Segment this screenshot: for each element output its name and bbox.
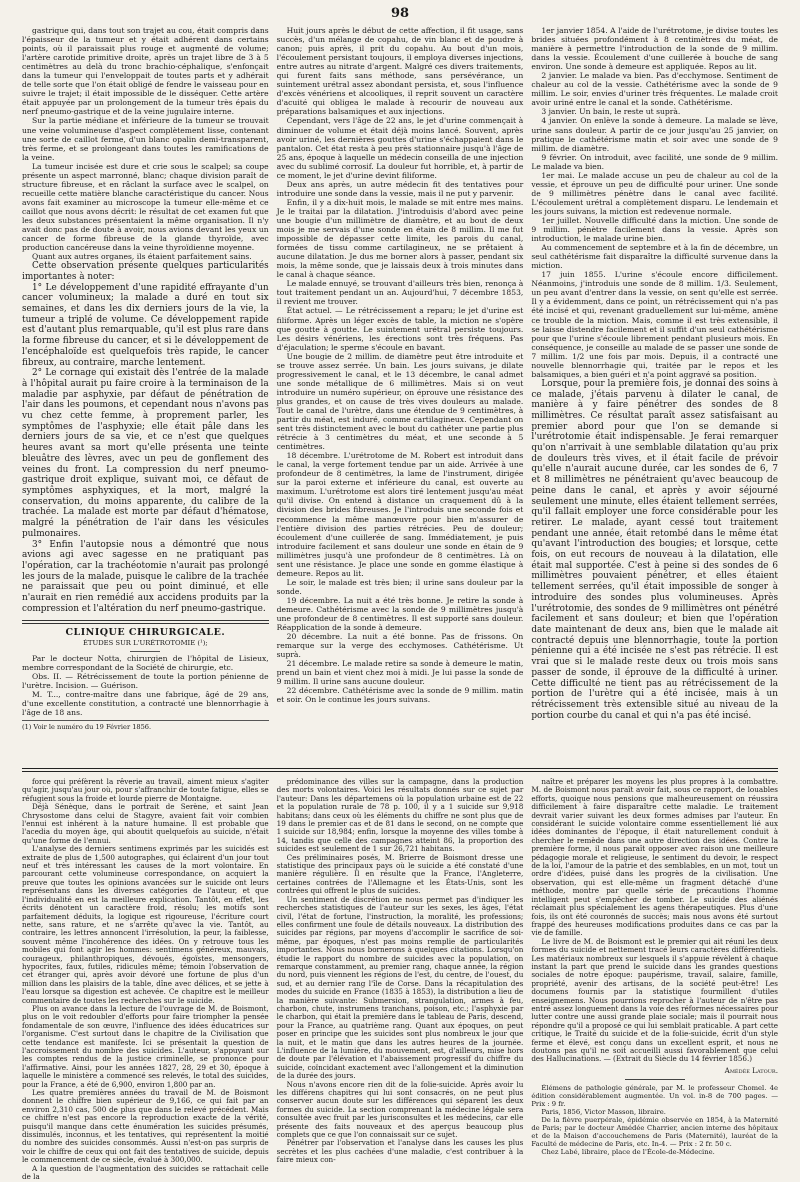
paragraph: 1er mai. Le malade accuse un peu de chaleur au col de la vessie, et éprouve un peu de difficulté pour uriner. Une sonde de 9 millimètres pénètre dans le canal avec facilité. L'écoulement urétral a complètement disparu. Le lendemain et les jours suivans, la miction est redevenue normale. <box>531 170 778 216</box>
paragraph: naître et préparer les moyens les plus propres à la combattre. M. de Boismont nous paraît avoir fait, sous ce rapport, de louables efforts, quoique nous pensions que malheureusement on réussira difficilement à faire disparaître cette maladie. Le traitement devrait varier suivant les deux formes admises par l'auteur. En considérant le suicide volontaire comme essentiellement lié aux idées dominantes de l'époque, il était naturellement conduit à chercher le remède dans une autre direction des idées. Contre la première forme, il nous paraît opposer avec raison une meilleure pédagogie morale et religieuse, le sentiment du devoir, le respect de la loi, l'amour de la patrie et des semblables, en un mot, tout un ordre d'idées, puisé dans les progrès de la civilisation. Une observation, qui est elle-même un fragment détaché d'une méthode, montre par quelle série de précautions l'homme intelligent peut s'empêcher de tomber. Le suicide des aliénés réclamait plus spécialement les agens thérapeutiques. Plus d'une fois, ils ont été couronnés de succès; mais nous avons été surtout frappé des heureuses modifications produites dans ce cas par la vie de famille. <box>531 777 778 938</box>
paragraph: Sur la partie médiane et inférieure de la tumeur se trouvait une veine volumineuse d'aspect complètement lisse, contenant une sorte de caillot ferme, d'un blanc opalin demi-transparent, très ferme, et se prolongeant dans toutes les ramifications de la veine. <box>22 116 269 162</box>
observation-title: Obs. II. — Rétrécissement de toute la portion pénienne de l'urètre. Incision. — Guérison. <box>22 671 269 690</box>
paragraph: Au commencement de septembre et à la fin de décembre, un seul cathétérisme fait disparaître la difficulté survenue dans la miction. <box>531 243 778 271</box>
paragraph: 19 décembre. La nuit a été très bonne. Je retire la sonde à demeure. Cathétérisme avec la sonde de 9 millimètres jusqu'à une profondeur de 8 centimètres. Il est supporté sans douleur. Réapplication de la sonde à demeure. <box>276 595 524 633</box>
paragraph: gastrique qui, dans tout son trajet au cou, était compris dans l'épaisseur de la tumeur et y était adhérent dans certains points, où il paraissait plus rouge et augmenté de volume; l'artère carotide primitive droite, après un trajet libre de 3 à 5 centimètres au delà du tronc brachio-céphalique, s'enfonçait dans la tumeur qui l'enveloppait de toutes parts et y adhérait de telle sorte que l'on était obligé de fendre le vaisseau pour en suivre le trajet; il était impossible de le disséquer. Cette artère était appuyée par un prolongement de la tumeur très épais du nerf pneumo-gastrique et de la veine jugulaire interne. <box>22 26 269 117</box>
page-number: 98 <box>390 6 410 21</box>
paragraph: Pénétrer par l'observation et l'analyse dans les causes les plus secrètes et les plus cachées d'une maladie, c'est contribuer à la faire mieux con- <box>276 1138 524 1165</box>
author-signature: Amédée Latour. <box>724 1065 778 1075</box>
upper-column-3 <box>531 26 778 762</box>
paragraph: La tumeur incisée est dure et crie sous le scalpel; sa coupe présente un aspect marronné, blanc; chaque division paraît de structure fibreuse, et en râclant la surface avec le scalpel, on recueille cette matière blanche caractéristique du cancer. Nous avons fait examiner au microscope la tumeur elle-même et ce caillot que nous avons décrit: le résultat de cet examen fut que les deux substances présentaient la même organisation. Il n'y avait donc pas de doute à avoir, nous avions devant les yeux un cancer de forme fibreuse de la glande thyroïde, avec production cancéreuse dans la veine thyroïdienne moyenne. <box>22 161 269 253</box>
section-title: CLINIQUE CHIRURGICALE. <box>65 627 226 639</box>
paragraph: Le malade ennuyé, se trouvant d'ailleurs très bien, renonça à tout traitement pendant un an. Aujourd'hui, 7 décembre 1853, il revient me trouver. <box>276 279 524 307</box>
paragraph: Une bougie de 2 millim. de diamètre peut être introduite et se trouve assez serrée. Un bain. Les jours suivans, je dilate progressivement le canal, et le 13 décembre, le canal admet une sonde métallique de 6 millimètres. Mais si on veut introduire un numéro supérieur, on éprouve une résistance des plus grandes, et on cause de très vives douleurs au malade. Tout le canal de l'urètre, dans une étendue de 9 centimètres, à partir du méat, est induré, comme cartilagineux. Cependant on sent très distinctement avec le bout du cathéter une partie plus rétrécie à 3 centimètres du méat, et une seconde à 5 centimètres. <box>276 351 524 452</box>
paragraph: Ces préliminaires posés, M. Brierre de Boismont dresse une statistique des principaux pays où le suicide a été constaté d'une manière régulière. Il en résulte que la France, l'Angleterre, certaines contrées de l'Allemagne et les États-Unis, sont les contrées qui offrent le plus de suicides. <box>276 852 524 896</box>
paragraph: 1er janvier 1854. A l'aide de l'urétrotome, je divise toutes les brides situées profondément à 8 centimètres du méat, de manière à permettre l'introduction de la sonde de 9 millim. dans la vessie. Écoulement d'une cuillerée à bouche de sang environ. Une sonde à demeure est appliquée. Repos au lit. <box>531 26 778 72</box>
bibliography-entry: Paris, 1856, Victor Masson, libraire. <box>541 1108 666 1117</box>
paragraph: 9 février. On introduit, avec facilité, une sonde de 9 millim. Le malade va bien. <box>531 152 778 171</box>
upper-column-2 <box>277 26 524 762</box>
lower-column-2 <box>277 778 524 1182</box>
paragraph: L'analyse des derniers sentimens exprimés par les suicidés est extraite de plus de 1,500 autographes, qui éclairent d'un jour tout neuf et très intéressant les causes de la mort volontaire. En parcourant cette volumineuse correspondance, on acquiert la preuve que toutes les opinions avancées sur le suicide ont leurs représentans dans les diverses catégories de l'auteur, et que l'individualité en est la meilleure explication. Tantôt, en effet, les écrits dénotent un caractère froid, résolu; les motifs sont parfaitement déduits, la logique est rigoureuse, l'écriture court nette, sans rature, et ne s'arrête qu'avec la vie. Tantôt, au contraire, les lettres annoncent l'irrésolution, la peur, la faiblesse, souvent même l'incohérence des idées. On y retrouve tous les mobiles qui font agir les hommes: sentimens généreux, mauvais, courageux, philanthropiques, dévoués, égoïstes, mensongers, hypocrites, faux, futiles, ridicules même; témoin l'observation de cet étranger qui, après avoir dévoré une fortune de plus d'un million dans les plaisirs de la table, dîne avec délices, et se jette à l'eau lorsque sa digestion est achevée. Ce chapitre est le meilleur commentaire de toutes les recherches sur le suicide. <box>22 844 269 1005</box>
paragraph: 21 décembre. Le malade retire sa sonde à demeure le matin, prend un bain et vient chez moi à midi. Je lui passe la sonde de 9 millim. Il urine sans aucune douleur. <box>276 659 524 687</box>
paragraph: Le soir, le malade est très bien; il urine sans douleur par la sonde. <box>276 577 524 596</box>
paragraph: Déjà Sénèque, dans le portrait de Serène, et saint Jean Chrysostome dans celui de Stagyre, avaient fait voir combien l'ennui est inhérent à la nature humaine. Il est probable que l'acedia du moyen âge, qui aboutit quelquefois au suicide, n'était qu'une forme de l'ennui. <box>22 802 269 845</box>
byline: Par le docteur Notta, chirurgien de l'hôpital de Lisieux, membre correspondant de la Société de chirurgie, etc. <box>22 653 269 672</box>
lower-section <box>22 777 779 1182</box>
paragraph: 17 juin 1855. L'urine s'écoule encore difficilement. Néanmoins, j'introduis une sonde de 8 millim. 1/3. Seulement, un peu avant d'entrer dans la vessie, on sent qu'elle est serrée. Il y a évidemment, dans ce point, un rétrécissement qui n'a pas été incisé et qui, revenant graduellement sur lui-même, amène ce trouble de la miction. Mais, comme il est très extensible, il se laisse distendre facilement et il suffit d'un seul cathétérisme pour que l'urine s'écoule librement pendant plusieurs mois. En conséquence, je conseille au malade de se passer une sonde de 7 millim. 1/2 une fois par mois. Depuis, il a contracté une nouvelle blennorrhagie qui, traitée par le repos et les balsamiques, a bien guéri et n'a point aggravé sa position. <box>531 270 778 379</box>
paragraph: Lorsque, pour la première fois, je donnai des soins à ce malade, j'étais parvenu à dilater le canal, de manière à y faire pénétrer des sondes de 8 millimètres. Ce résultat paraît assez satisfaisant au premier abord pour que l'on se demande si l'urétrotomie était indispensable. Je ferai remarquer qu'on n'arrivait à une semblable dilatation qu'au prix de douleurs très vives, et il était facile de prévoir qu'elle n'aurait aucune durée, car les sondes de 6, 7 et 8 millimètres ne pénétraient qu'avec beaucoup de peine dans le canal, et après y avoir séjourné seulement une minute, elles étaient tellement serrées, qu'il fallait employer une force considérable pour les retirer. Le malade, ayant cessé tout traitement pendant une année, était retombé dans le même état qu'avant l'introduction des bougies; et lorsque, cette fois, on eut recours de nouveau à la dilatation, elle était mal supportée. C'est à peine si des sondes de 6 millimètres pouvaient pénétrer, et elles étaient tellement serrées, qu'il était impossible de songer à introduire des sondes plus volumineuses. Après l'urétrotomie, des sondes de 9 millimètres ont pénétré facilement et sans douleur; et bien que l'opération date maintenant de deux ans, bien que le malade ait contracté depuis une blennorrhagie, toute la portion pénienne qui a été incisée ne s'est pas rétrécie. Il est vrai que si le malade reste deux ou trois mois sans passer de sonde, il éprouve de la difficulté à uriner. Cette difficulté ne tient pas au rétrécissement de la portion de l'urètre qui a été incisée, mais à un rétrécissement très extensible situé au niveau de la portion courbe du canal et qui n'a pas été incisé. <box>531 378 778 721</box>
paragraph: État actuel. — Le rétrécissement a reparu; le jet d'urine est filiforme. Après un léger excès de table, la miction ne s'opère que goutte à goutte. Le suintement urétral persiste toujours. Les désirs vénériens, les érections sont très fréquens. Pas d'éjaculation; le sperme s'écoule en bavant. <box>276 306 524 352</box>
lower-column-1 <box>22 778 269 1182</box>
paragraph: Plus on avance dans la lecture de l'ouvrage de M. de Boismont, plus on le voit redoubler d'efforts pour faire triompher la pensée fondamentale de son œuvre, l'influence des idées éducatrices sur l'organisme. C'est surtout dans le chapitre de la Civilisation que cette tendance est manifeste. Ici se présentait la question de l'accroissement du nombre des suicides. L'auteur, s'appuyant sur les comptes rendus de la justice criminelle, se prononce pour l'affirmative. Ainsi, pour les années 1827, 28, 29 et 30, époque à laquelle le ministère a commencé ses relevés, le total des suicides, pour la France, a été de 6,900, environ 1,800 par an. <box>22 1003 269 1089</box>
paragraph: force qui préfèrent la rêverie au travail, aiment mieux s'agiter qu'agir, jusqu'au jour où, pour s'affranchir de toute fatigue, elles se réfugient sous la froide et lourde pierre de Montaigne. <box>22 777 269 803</box>
paragraph: Les quatre premières années du travail de M. de Boismont donnent le chiffre bien supérieur de 9,166, ce qui fait par an environ 2,310 cas, 500 de plus que dans le relevé précédent. Mais ce chiffre n'est pas encore la reproduction exacte de la vérité, puisqu'il manque dans cette énumération les suicides présumés, dissimulés, inconnus, et les tentatives, qui représentent la moitié du nombre des suicides consommés. Aussi n'est-on pas surpris de voir le chiffre de ceux qui ont fait des tentatives de suicide, depuis le commencement de ce siècle, évalué à 300,000. <box>22 1088 269 1165</box>
paragraph: Cependant, vers l'âge de 22 ans, le jet d'urine commençait à diminuer de volume et était déjà moins lancé. Souvent, après avoir uriné, les dernières gouttes d'urine s'échappaient dans le pantalon. Cet état resta à peu près stationnaire jusqu'à l'âge de 25 ans, époque à laquelle un médecin conseilla de une injection avec du sublimé corrosif. La douleur fut horrible, et, à partir de ce moment, le jet d'urine devint filiforme. <box>276 116 524 180</box>
paragraph: 22 décembre. Cathétérisme avec la sonde de 9 millim. matin et soir. On le continue les jours suivans. <box>276 686 524 705</box>
paragraph: prédominance des villes sur la campagne, dans la production des morts volontaires. Voici les résultats donnés sur ce sujet par l'auteur: Dans les départemens où la population urbaine est de 22 et la population rurale de 78 p. 100, il y a 1 suicide sur 9,918 habitans; dans ceux où les éléments du chiffre ne sont plus que de 19 dans le premier cas et de 81 dans le second, on ne compte que 1 suicide sur 18,984; enfin, lorsque la moyenne des villes tombe à 14, tandis que celle des campagnes atteint 86, la proportion des suicides est seulement de 1 sur 26,721 habitans. <box>276 777 524 854</box>
lower-column-3 <box>531 778 778 1182</box>
paragraph: 3° Enfin l'autopsie nous a démontré que nous avions agi avec sagesse en ne pratiquant pas l'opération, car la trachéotomie n'aurait pas prolongé les jours de la malade, puisque le calibre de la trachée ne paraissait que peu ou point diminué, et elle n'aurait en rien remédié aux accidens produits par la compression et l'altération du nerf pneumo-gastrique. <box>22 539 269 614</box>
divider-rule <box>625 1079 685 1080</box>
paragraph: 2 janvier. Le malade va bien. Pas d'ecchymose. Sentiment de chaleur au col de la vessie. Cathétérisme avec la sonde de 9 millim. Le soir, envies d'uriner très fréquentes. Le malade croit avoir uriné entre le canal et la sonde. Cathétérisme. <box>531 71 778 108</box>
paragraph: Nous n'avons encore rien dit de la folie-suicide. Après avoir lu les différens chapitres qui lui sont consacrés, on ne peut plus conserver aucun doute sur les différences qui séparent les deux formes du suicide. La section comprenant la médecine légale sera consultée avec fruit par les jurisconsultes et les médecins, car elle présente des faits nouveaux et des aperçus beaucoup plus complets que ce que l'on connaissait sur ce sujet. <box>276 1079 524 1140</box>
bibliography-entry: De la fièvre puerpérale, épidémie observée en 1854, à la Maternité de Paris; par le docteur Amédée Charrier, ancien interne des hôpitaux et de la Maison d'accouchemens de Paris (Maternité), lauréat de la Faculté de médecine de Paris, etc. In-4. — Prix : 2 fr. 50 c. <box>531 1116 778 1149</box>
paragraph: 1° Le développement d'une rapidité effrayante d'un cancer volumineux; la malade a duré en tout six semaines, et dans les dix derniers jours de la vie, la tumeur a triplé de volume. Ce développement rapide est d'autant plus remarquable, qu'il est plus rare dans la forme fibreuse du cancer, et si le développement de l'encéphaloïde est quelquefois très rapide, le cancer fibreux, au contraire, marche lentement. <box>22 282 269 368</box>
bibliography-entry: Élémens de pathologie générale, par M. le professeur Chomel. 4e édition considérablement augmentée. Un vol. in-8 de 700 pages. — Prix : 9 fr. <box>531 1084 778 1109</box>
paragraph: 4 janvier. On enlève la sonde à demeure. La malade se lève, urine sans douleur. A partir de ce jour jusqu'au 25 janvier, on pratique le cathétérisme matin et soir avec une sonde de 9 millim. de diamètre. <box>531 116 778 153</box>
paragraph: 18 décembre. L'urétrotome de M. Robert est introduit dans le canal, la verge fortement tendue par un aide. Arrivée à une profondeur de 8 centimètres, la lame de l'instrument, dirigée sur la paroi externe et inférieure du canal, est ouverte au maximum. L'urétrotome est alors tiré lentement jusqu'au méat qu'il divise. On entend à distance un craquement dû à la division des brides fibreuses. Je l'introduis une seconde fois et recommence la même manœuvre pour bien m'assurer de l'entière division des parties rétrécies. Peu de douleur; écoulement d'une cuillerée de sang. Immédiatement, je puis introduire facilement et sans douleur une sonde en étain de 9 millimètres jusqu'à une profondeur de 8 centimètres. Là on sent une résistance. Je place une sonde en gomme élastique à demeure. Repos au lit. <box>276 451 524 578</box>
section-divider <box>22 768 778 772</box>
paragraph: 3 janvier. Un bain, le reste ut suprà. <box>541 107 681 117</box>
paragraph: M. T..., contre-maître dans une fabrique, âgé de 29 ans, d'une excellente constitution, a contracté une blennorrhagie à l'âge de 18 ans. <box>22 689 269 717</box>
bibliography-entry: Chez Labé, libraire, place de l'École-de-Médecine. <box>541 1148 715 1157</box>
paragraph: Le livre de M. de Boismont est le premier qui ait réuni les deux formes du suicide et nettement tracé leurs caractères différentiels. Les matériaux nombreux sur lesquels il s'appuie révèlent à chaque instant la part que prend le suicide dans les grandes questions sociales de notre époque: paupérisme, travail, salaire, famille, propriété, avenir des artisans, de la société peut-être! Les documens fournis par la statistique fourmillent d'utiles enseignemens. Nous pourrions reprocher à l'auteur de n'être pas entré assez longuement dans la voie des réformes nécessaires pour lutter contre une aussi grande plaie sociale; mais il pourrait nous répondre qu'il a proposé ce qui lui semblait praticable. A part cette critique, le Traité du suicide et de la folie-suicide, écrit d'un style ferme et élevé, est conçu dans un excellent esprit, et nous ne doutons pas qu'il ne soit accueilli aussi favorablement que celui des Hallucinations. — (Extrait du Siècle du 14 février 1856.) <box>531 936 779 1064</box>
footnote: (1) Voir le numéro du 19 Février 1856. <box>22 720 269 731</box>
upper-section <box>22 26 778 762</box>
paragraph: 1er juillet. Nouvelle difficulté dans la miction. Une sonde de 9 millim. pénètre facilement dans la vessie. Après son introduction, le malade urine bien. <box>531 215 778 244</box>
paragraph: Huit jours après le début de cette affection, il fit usage, sans succès, d'un mélange de copahu, de vin blanc et de poudre à canon; puis après, il prit du copahu. Au bout d'un mois, l'écoulement persistant toujours, il employa diverses injections, entre autres au nitrate d'argent. Malgré ces divers traitements, qui furent faits sans méthode, sans persévérance, un suintement urétral assez abondant persista, et, sous l'influence d'excès vénériens et alcooliques, il reprit souvent un caractère d'acuité qui obligea le malade à recourir de nouveau aux préparations balsamiques et aux injections. <box>276 26 524 117</box>
upper-column-1 <box>22 26 269 762</box>
paragraph: 20 décembre. La nuit a été bonne. Pas de frissons. On remarque sur la verge des ecchymoses. Cathétérisme. Ut suprà. <box>276 632 524 660</box>
paragraph: Un sentiment de discrétion ne nous permet pas d'indiquer les recherches statistiques de l'auteur sur les sexes, les âges, l'état civil, l'état de fortune, l'instruction, la moralité, les professions; elles confirment une foule de détails nouveaux. La distribution des suicides par régions, par moyens d'accomplir le sacrifice de soi-même, par époques, n'est pas moins remplie de particularités importantes. Nous nous bornerons à quelques citations. Lorsqu'on étudie le rapport du nombre de suicides avec la population, on remarque constamment, au premier rang, chaque année, la région du nord, puis viennent les régions de l'est, du centre, de l'ouest, du sud, et au dernier rang l'île de Corse. Dans la récapitulation des modes du suicide en France (1835 à 1853), la distribution a lieu de la manière suivante: Submersion, strangulation, armes à feu, charbon, chute, instrumens tranchans, poison, etc.; l'asphyxie par le charbon, qui était la première dans le tableau de Paris, descend, pour la France, au quatrième rang. Quant aux époques, on peut poser en principe que les suicides sont plus nombreux le jour que la nuit, et le matin que dans les autres heures de la journée. L'influence de la lumière, du mouvement, est, d'ailleurs, mise hors de doute par l'élévation et l'abaissement progressif du chiffre du suicide, coïncidant exactement avec l'allongement et la diminution de la durée des jours. <box>276 894 524 1081</box>
paragraph: Quant aux autres organes, ils étaient parfaitement sains. <box>32 252 252 262</box>
paragraph: Deux ans après, un autre médecin fit des tentatives pour introduire une sonde dans la vessie, mais il ne put y parvenir. <box>276 179 524 198</box>
section-rule <box>22 620 269 624</box>
paragraph: Enfin, il y a dix-huit mois, le malade se mit entre mes mains. Je le traitai par la dilatation. J'introduisis d'abord avec peine une bougie d'un millimètre de diamètre, et au bout de deux mois je me servais d'une sonde en étain de 8 millim. Il me fut impossible de dépasser cette limite, les parois du canal, formées de tissu comme cartilagineux, ne se prêtaient à aucune dilatation. Je dus me borner alors à passer, pendant six mois, la même sonde, que je laissais deux à trois minutes dans le canal à chaque séance. <box>276 197 524 280</box>
paragraph: 2° Le cornage qui existait dès l'entrée de la malade à l'hôpital aurait pu faire croire à la terminaison de la maladie par asphyxie, par défaut de pénétration de l'air dans les poumons, et cependant nous n'avons pas vu chez cette femme, à proprement parler, les symptômes de l'asphyxie; elle était pâle dans les derniers jours de sa vie, et ce n'est que quelques heures avant sa mort qu'elle présenta une teinte bleuâtre des lèvres, avec un peu de gonflement des veines du front. La compression du nerf pneumo-gastrique droit explique, suivant moi, ce défaut de symptômes asphyxiques, et la mort, malgré la conservation, du moins apparente, du calibre de la trachée. La malade est morte par défaut d'hématose, malgré la pénétration de l'air dans les vésicules pulmonaires. <box>22 368 269 539</box>
paragraph: A la question de l'augmentation des suicides se rattachait celle de la <box>22 1163 269 1182</box>
section-subtitle: ÉTUDES SUR L'URÉTROTOMIE (¹); <box>22 639 269 651</box>
paragraph: Cette observation présente quelques particularités importantes à noter: <box>22 261 269 282</box>
